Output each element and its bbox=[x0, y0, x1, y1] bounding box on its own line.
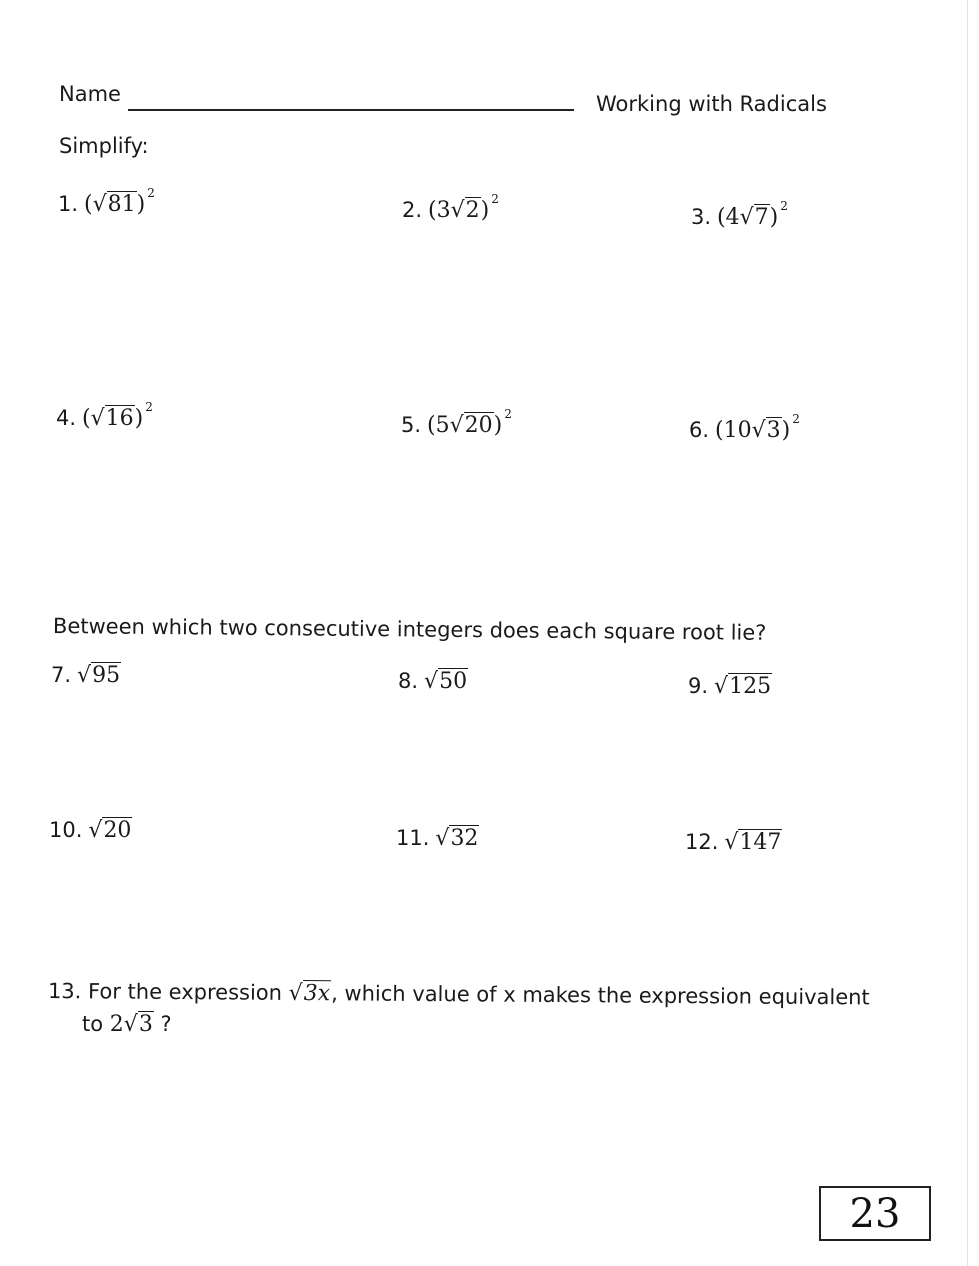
problem-expression: √20 bbox=[88, 818, 132, 843]
problem-expression: √50 bbox=[424, 669, 468, 694]
simplify-instruction: Simplify: bbox=[59, 134, 149, 158]
problem-8 bbox=[398, 669, 468, 694]
problem-number: 13. bbox=[47, 979, 82, 1004]
score-value: 23 bbox=[849, 1190, 901, 1237]
problem-number: 5. bbox=[401, 413, 422, 437]
problem-1 bbox=[58, 186, 155, 217]
problem-2 bbox=[402, 192, 499, 223]
problem-5 bbox=[401, 407, 512, 438]
problem-expression: (3√2) $^2$ bbox=[428, 192, 499, 223]
name-field[interactable] bbox=[128, 109, 574, 111]
problem-number: 11. bbox=[396, 826, 430, 850]
problem-expression: √32 bbox=[435, 826, 479, 851]
problem-number: 6. bbox=[689, 418, 710, 442]
problem-3 bbox=[691, 199, 788, 230]
problem-number: 4. bbox=[56, 406, 77, 430]
problem-6 bbox=[689, 412, 800, 443]
name-label: Name bbox=[59, 82, 121, 106]
problem-expression: √125 bbox=[714, 674, 772, 699]
problem-expression: √147 bbox=[724, 830, 782, 855]
score-box bbox=[819, 1186, 931, 1241]
problem-number: 2. bbox=[402, 198, 423, 222]
target-expression: 2√3 bbox=[109, 1012, 153, 1037]
question-13-line-1 bbox=[48, 979, 870, 1010]
problem-9 bbox=[688, 674, 772, 699]
problem-expression: (√81) $^2$ bbox=[84, 186, 155, 217]
problem-7 bbox=[51, 663, 121, 688]
problem-expression: (5√20) $^2$ bbox=[427, 407, 512, 438]
problem-11 bbox=[396, 826, 479, 851]
problem-4 bbox=[56, 400, 153, 431]
problem-number: 1. bbox=[58, 192, 79, 216]
question-text: to bbox=[82, 1012, 104, 1036]
question-text: For the expression bbox=[88, 979, 283, 1005]
problem-number: 9. bbox=[688, 674, 709, 698]
question-13-line-2 bbox=[82, 1012, 172, 1037]
problem-expression: (4√7) $^2$ bbox=[717, 199, 788, 230]
problem-expression: (10√3) $^2$ bbox=[715, 412, 800, 443]
question-mark: ? bbox=[160, 1012, 172, 1036]
worksheet-title: Working with Radicals bbox=[596, 92, 827, 116]
problem-number: 8. bbox=[398, 669, 419, 693]
page-edge bbox=[967, 0, 968, 1266]
question-text: , which value of x makes the expression equivalent bbox=[331, 981, 870, 1010]
problem-10 bbox=[49, 818, 132, 843]
problem-number: 10. bbox=[49, 818, 83, 842]
consecutive-integers-instruction: Between which two consecutive integers does each square root lie? bbox=[52, 614, 767, 645]
problem-number: 7. bbox=[51, 663, 72, 687]
problem-number: 3. bbox=[691, 205, 712, 229]
problem-expression: (√16) $^2$ bbox=[82, 400, 153, 431]
problem-expression: √95 bbox=[77, 663, 121, 688]
problem-12 bbox=[685, 830, 782, 855]
problem-number: 12. bbox=[685, 830, 719, 854]
expression: √3x bbox=[288, 980, 331, 1007]
